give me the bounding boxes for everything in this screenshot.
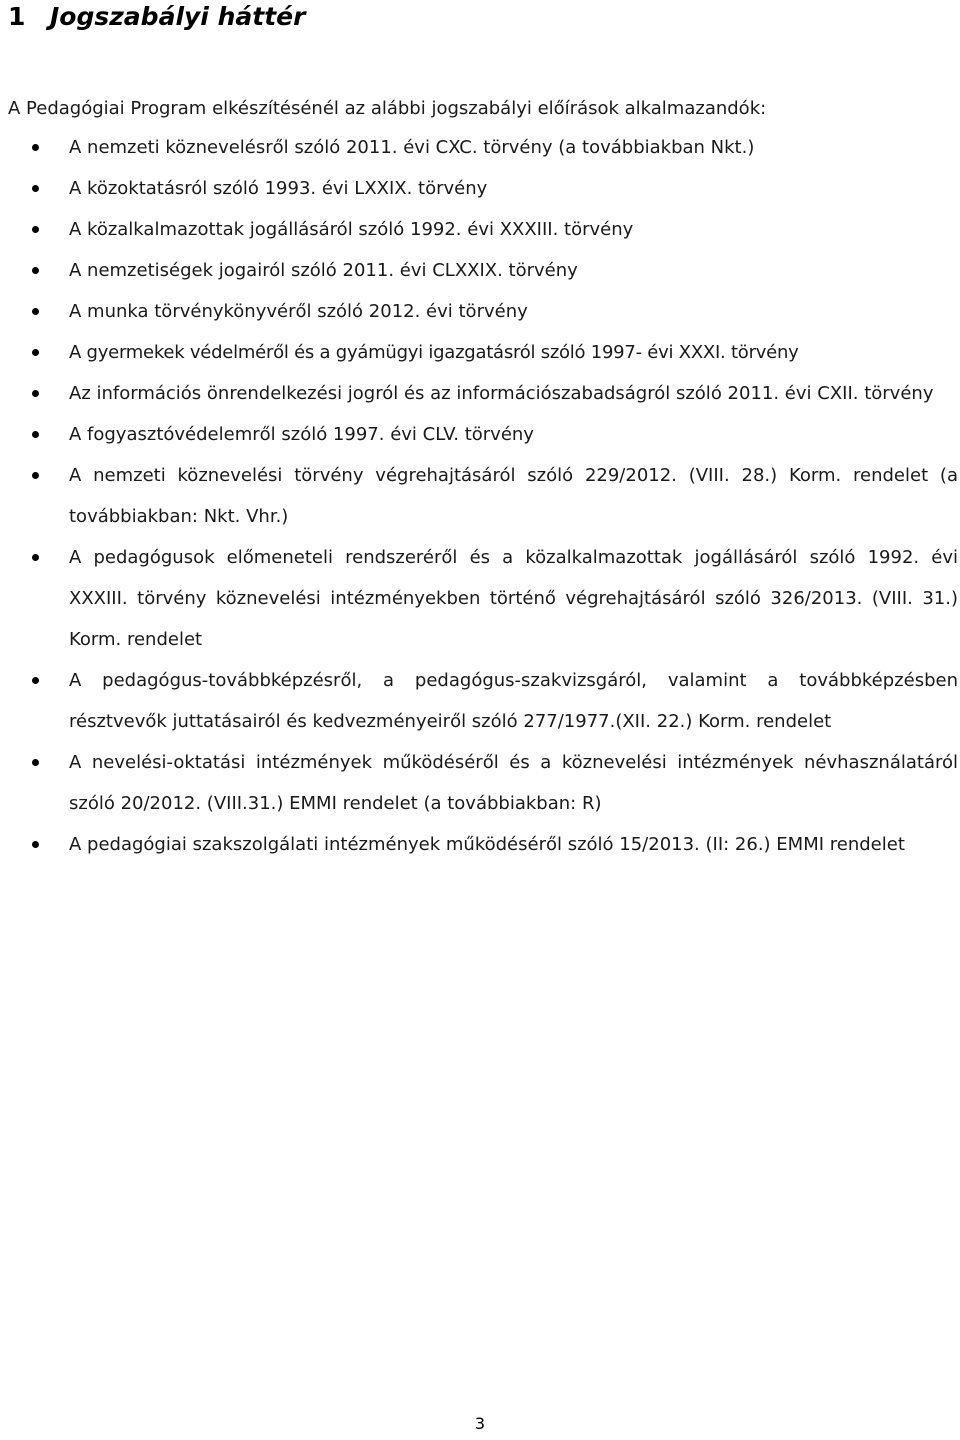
- bullet-icon: [32, 144, 39, 151]
- list-item-text: A pedagógiai szakszolgálati intézmények működéséről szóló 15/2013. (II: 26.) EMMI rendelet: [69, 834, 905, 855]
- list-item-text: A pedagógusok előmeneteli rendszeréről és a közalkalmazottak jogállásáról szóló 1992. évi XXXIII. törvény köznevelési intézményekben történő végrehajtásáról szóló 326/2013. (VIII. 31.) Korm. rendelet: [69, 547, 958, 650]
- list-item: [0, 127, 958, 168]
- list-item: [0, 250, 958, 291]
- list-item: [0, 824, 958, 865]
- bullet-icon: [32, 472, 39, 479]
- list-item-text: A pedagógus-továbbképzésről, a pedagógus-szakvizsgáról, valamint a továbbképzésben résztvevők juttatásairól és kedvezményeiről szóló 277/1977.(XII. 22.) Korm. rendelet: [69, 670, 958, 732]
- list-item: [0, 291, 958, 332]
- law-list: [0, 127, 960, 865]
- list-item-text: A munka törvénykönyvéről szóló 2012. évi törvény: [69, 301, 528, 322]
- list-item: [0, 660, 958, 742]
- list-item: [0, 373, 958, 414]
- list-item: [0, 168, 958, 209]
- list-item: [0, 332, 958, 373]
- bullet-icon: [32, 226, 39, 233]
- page-number: [0, 1414, 960, 1434]
- section-heading: [8, 0, 305, 34]
- list-item-text: A gyermekek védelméről és a gyámügyi igazgatásról szóló 1997- évi XXXI. törvény: [69, 342, 799, 363]
- list-item-text: A nemzetiségek jogairól szóló 2011. évi CLXXIX. törvény: [69, 260, 578, 281]
- list-item: [0, 414, 958, 455]
- list-item: [0, 742, 958, 824]
- intro-paragraph: A Pedagógiai Program elkészítésénél az alábbi jogszabályi előírások alkalmazandók:: [8, 98, 767, 119]
- list-item: [0, 455, 958, 537]
- list-item-text: A fogyasztóvédelemről szóló 1997. évi CLV. törvény: [69, 424, 534, 445]
- list-item: [0, 209, 958, 250]
- list-item-text: Az információs önrendelkezési jogról és az információszabadságról szóló 2011. évi CXII. törvény: [69, 383, 934, 404]
- page-number-text: 3: [474, 1414, 486, 1433]
- bullet-icon: [32, 185, 39, 192]
- list-item-text: A nevelési-oktatási intézmények működéséről és a köznevelési intézmények névhasználatáról szóló 20/2012. (VIII.31.) EMMI rendelet (a továbbiakban: R): [69, 752, 958, 814]
- section-number: 1: [8, 2, 26, 31]
- bullet-icon: [32, 308, 39, 315]
- list-item-text: A közalkalmazottak jogállásáról szóló 1992. évi XXXIII. törvény: [69, 219, 634, 240]
- bullet-icon: [32, 390, 39, 397]
- bullet-icon: [32, 267, 39, 274]
- list-item: [0, 537, 958, 660]
- section-title: Jogszabályi háttér: [50, 2, 306, 31]
- bullet-icon: [32, 841, 39, 848]
- list-item-text: A nemzeti köznevelési törvény végrehajtásáról szóló 229/2012. (VIII. 28.) Korm. rendelet (a továbbiakban: Nkt. Vhr.): [69, 465, 958, 527]
- bullet-icon: [32, 759, 39, 766]
- bullet-icon: [32, 677, 39, 684]
- list-item-text: A közoktatásról szóló 1993. évi LXXIX. törvény: [69, 178, 488, 199]
- bullet-icon: [32, 431, 39, 438]
- bullet-icon: [32, 349, 39, 356]
- list-item-text: A nemzeti köznevelésről szóló 2011. évi CXC. törvény (a továbbiakban Nkt.): [69, 137, 755, 158]
- bullet-icon: [32, 554, 39, 561]
